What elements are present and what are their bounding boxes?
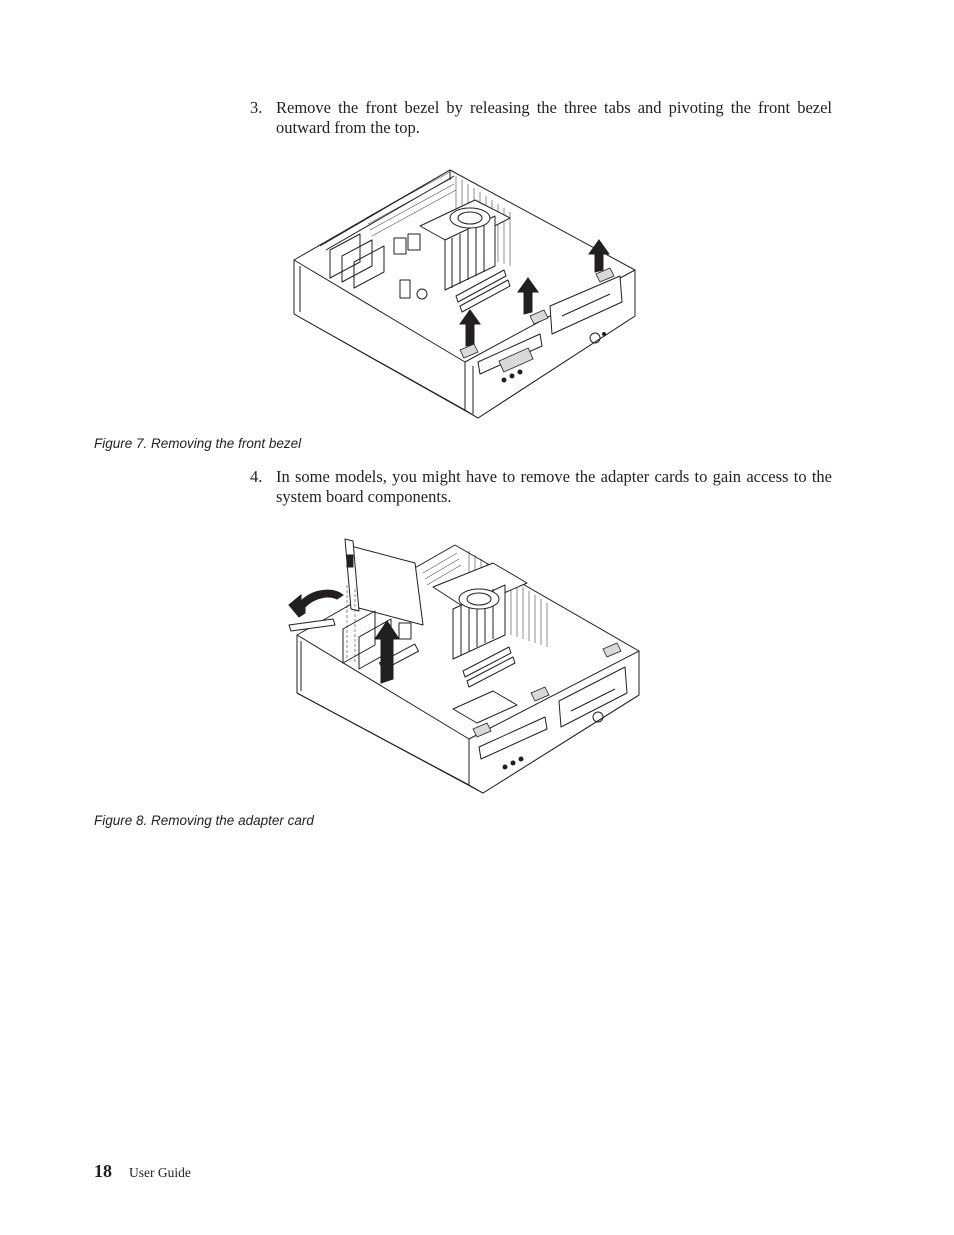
step-text: Remove the front bezel by releasing the three tabs and pivoting the front bezel outward from the top.: [276, 98, 832, 137]
front-bezel-removal-drawing: [290, 166, 640, 422]
step-number: 4.: [250, 467, 263, 486]
step-3: [250, 98, 832, 137]
figure-7-caption: Figure 7. Removing the front bezel: [94, 436, 302, 451]
step-4: [250, 467, 832, 506]
figure-8-illustration: [283, 533, 643, 797]
step-number: 3.: [250, 98, 263, 117]
page-number: 18: [94, 1161, 112, 1181]
footer-title: User Guide: [129, 1165, 191, 1180]
adapter-card-removal-drawing: [283, 533, 643, 797]
step-text: In some models, you might have to remove the adapter cards to gain access to the system board components.: [276, 467, 832, 506]
figure-7-illustration: [290, 166, 640, 422]
figure-8-caption: Figure 8. Removing the adapter card: [94, 813, 314, 828]
